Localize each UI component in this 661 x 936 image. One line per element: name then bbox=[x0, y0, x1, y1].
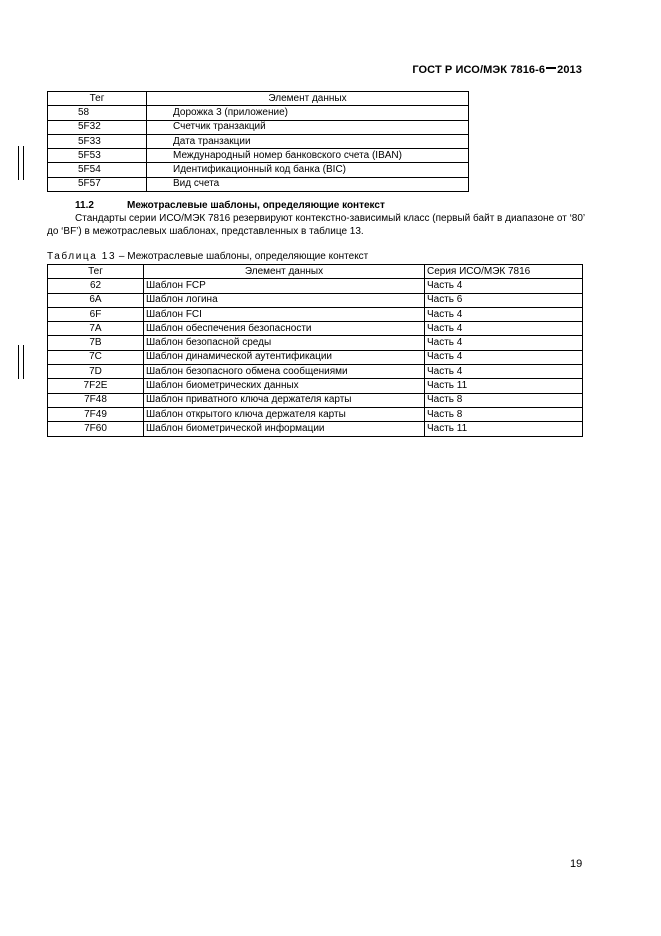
tag-cell: 5F32 bbox=[48, 120, 147, 134]
table-caption bbox=[47, 251, 368, 262]
column-header-element: Элемент данных bbox=[144, 265, 425, 279]
tag-cell: 5F53 bbox=[48, 149, 147, 163]
series-cell: Часть 11 bbox=[425, 379, 583, 393]
column-header-series: Серия ИСО/МЭК 7816 bbox=[425, 265, 583, 279]
element-cell: Шаблон логина bbox=[144, 293, 425, 307]
change-marker-bars bbox=[18, 345, 24, 379]
standard-designation: ГОСТ Р ИСО/МЭК 7816-6 bbox=[412, 64, 546, 76]
table-row bbox=[48, 365, 583, 379]
series-cell: Часть 4 bbox=[425, 350, 583, 364]
column-header-tag: Тег bbox=[48, 92, 147, 106]
change-marker-bars bbox=[18, 146, 24, 180]
element-cell: Счетчик транзакций bbox=[147, 120, 469, 134]
standard-year: 2013 bbox=[557, 64, 582, 76]
tag-cell: 7F48 bbox=[48, 393, 144, 407]
element-cell: Шаблон биометрической информации bbox=[144, 422, 425, 436]
element-cell: Шаблон безопасной среды bbox=[144, 336, 425, 350]
element-cell: Шаблон динамической аутентификации bbox=[144, 350, 425, 364]
tag-cell: 6F bbox=[48, 307, 144, 321]
table-row bbox=[48, 120, 469, 134]
table-row bbox=[48, 293, 583, 307]
table-row bbox=[48, 177, 469, 191]
series-cell: Часть 6 bbox=[425, 293, 583, 307]
header-dash bbox=[546, 67, 556, 69]
tag-cell: 5F54 bbox=[48, 163, 147, 177]
element-cell: Шаблон биометрических данных bbox=[144, 379, 425, 393]
element-cell: Дорожка 3 (приложение) bbox=[147, 106, 469, 120]
table-header-row bbox=[48, 265, 583, 279]
section-title: Межотраслевые шаблоны, определяющие контекст bbox=[127, 200, 385, 211]
table-row bbox=[48, 307, 583, 321]
tag-cell: 7F2E bbox=[48, 379, 144, 393]
element-cell: Дата транзакции bbox=[147, 134, 469, 148]
data-elements-table bbox=[47, 91, 469, 192]
series-cell: Часть 8 bbox=[425, 393, 583, 407]
table-row bbox=[48, 279, 583, 293]
tag-cell: 7F49 bbox=[48, 407, 144, 421]
element-cell: Шаблон FCI bbox=[144, 307, 425, 321]
series-cell: Часть 4 bbox=[425, 336, 583, 350]
tag-cell: 7F60 bbox=[48, 422, 144, 436]
table-header-row bbox=[48, 92, 469, 106]
section-number: 11.2 bbox=[75, 200, 94, 211]
column-header-tag: Тег bbox=[48, 265, 144, 279]
table-row bbox=[48, 393, 583, 407]
series-cell: Часть 4 bbox=[425, 365, 583, 379]
section-heading bbox=[75, 200, 385, 211]
table-row bbox=[48, 336, 583, 350]
table-row bbox=[48, 163, 469, 177]
tag-cell: 7D bbox=[48, 365, 144, 379]
element-cell: Вид счета bbox=[147, 177, 469, 191]
document-header bbox=[412, 64, 582, 76]
element-cell: Шаблон безопасного обмена сообщениями bbox=[144, 365, 425, 379]
element-cell: Шаблон FCP bbox=[144, 279, 425, 293]
table-row bbox=[48, 379, 583, 393]
table-row bbox=[48, 407, 583, 421]
column-header-element: Элемент данных bbox=[147, 92, 469, 106]
element-cell: Шаблон открытого ключа держателя карты bbox=[144, 407, 425, 421]
table-caption-text: – Межотраслевые шаблоны, определяющие контекст bbox=[118, 251, 369, 262]
tag-cell: 5F33 bbox=[48, 134, 147, 148]
series-cell: Часть 4 bbox=[425, 307, 583, 321]
element-cell: Идентификационный код банка (BIC) bbox=[147, 163, 469, 177]
table-caption-label: Таблица 13 bbox=[47, 251, 117, 262]
table-row bbox=[48, 149, 469, 163]
page-number: 19 bbox=[570, 858, 583, 870]
table-body bbox=[48, 279, 583, 436]
table-row bbox=[48, 350, 583, 364]
element-cell: Шаблон обеспечения безопасности bbox=[144, 322, 425, 336]
tag-cell: 6A bbox=[48, 293, 144, 307]
tag-cell: 7C bbox=[48, 350, 144, 364]
tag-cell: 62 bbox=[48, 279, 144, 293]
tag-cell: 7A bbox=[48, 322, 144, 336]
table-row bbox=[48, 422, 583, 436]
templates-table bbox=[47, 264, 583, 437]
series-cell: Часть 4 bbox=[425, 322, 583, 336]
series-cell: Часть 11 bbox=[425, 422, 583, 436]
tag-cell: 7B bbox=[48, 336, 144, 350]
tag-cell: 5F57 bbox=[48, 177, 147, 191]
series-cell: Часть 4 bbox=[425, 279, 583, 293]
tag-cell: 58 bbox=[48, 106, 147, 120]
element-cell: Международный номер банковского счета (IBAN) bbox=[147, 149, 469, 163]
body-paragraph: Стандарты серии ИСО/МЭК 7816 резервируют контекстно-зависимый класс (первый байт в диапазоне от ‘80’ до ‘BF’) в межотраслевых шаблонах, представленных в таблице 13. bbox=[47, 213, 585, 237]
series-cell: Часть 8 bbox=[425, 407, 583, 421]
table-row bbox=[48, 106, 469, 120]
table-body bbox=[48, 106, 469, 192]
table-row bbox=[48, 322, 583, 336]
element-cell: Шаблон приватного ключа держателя карты bbox=[144, 393, 425, 407]
table-row bbox=[48, 134, 469, 148]
